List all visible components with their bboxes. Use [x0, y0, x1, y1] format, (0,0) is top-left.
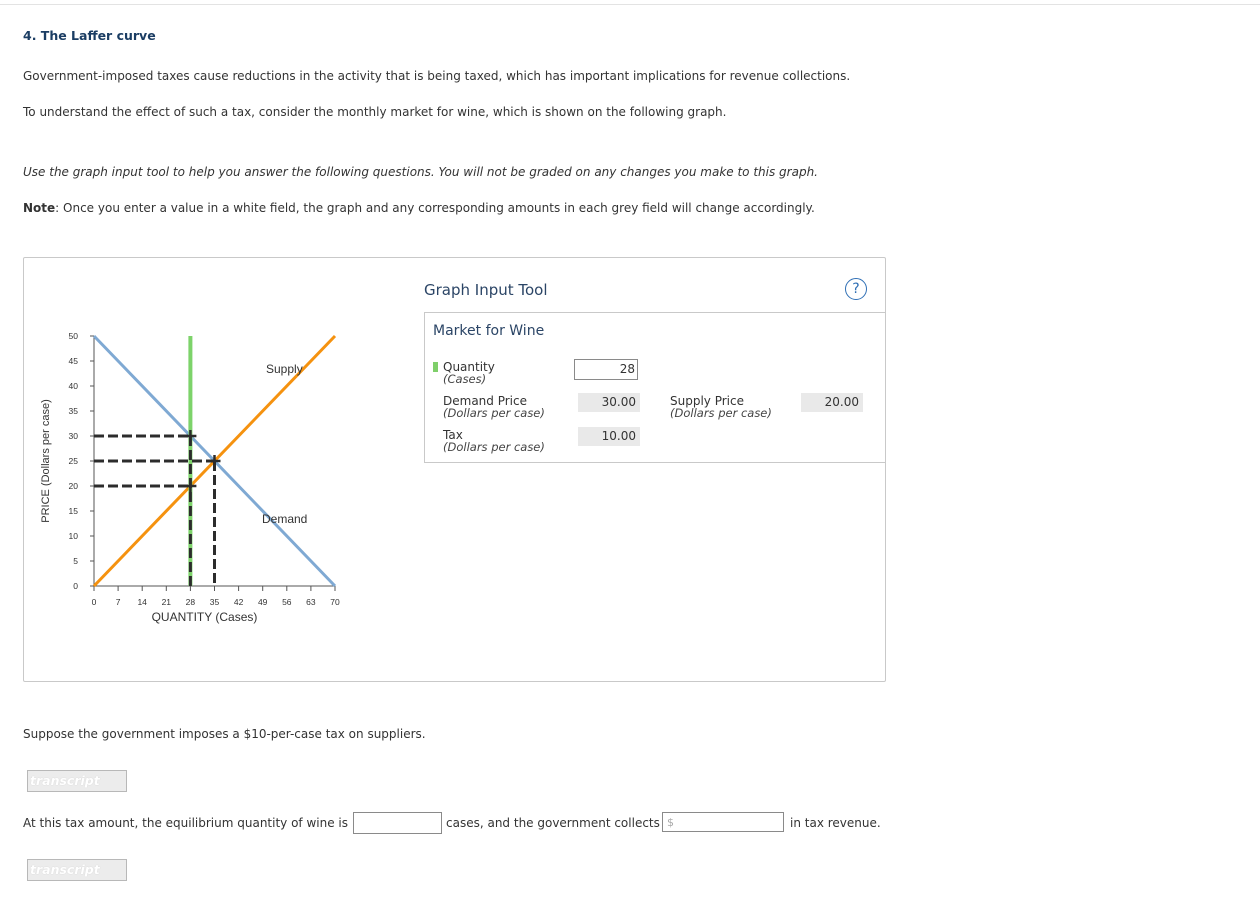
graph-input-tool-title: Graph Input Tool	[424, 281, 548, 299]
y-tick-label: 35	[68, 406, 78, 416]
supply-price-label-group	[670, 395, 772, 419]
transcript-button-1[interactable]: transcript	[27, 770, 127, 792]
supply-price-field: 20.00	[801, 393, 863, 412]
demand-price-field: 30.00	[578, 393, 640, 412]
x-tick-label: 63	[306, 597, 316, 607]
tax-label: Tax	[443, 428, 463, 442]
tax-field: 10.00	[578, 427, 640, 446]
note-label: Note	[23, 201, 56, 215]
graph-panel	[23, 257, 886, 682]
note-paragraph	[23, 201, 815, 215]
answer-middle-text: cases, and the government collects	[446, 816, 660, 830]
question-title: 4. The Laffer curve	[23, 28, 156, 43]
y-tick-label: 40	[68, 381, 78, 391]
y-tick-label: 25	[68, 456, 78, 466]
tax-label-group	[443, 429, 545, 453]
equilibrium-quantity-input[interactable]	[353, 812, 442, 834]
top-divider	[0, 4, 1260, 5]
x-axis-label: QUANTITY (Cases)	[151, 610, 258, 624]
quantity-label-group	[433, 361, 495, 385]
quantity-input[interactable]: 28	[574, 359, 638, 380]
supply-curve-label: Supply	[266, 362, 303, 376]
y-tick-label: 20	[68, 481, 78, 491]
demand-price-label: Demand Price	[443, 394, 527, 408]
x-tick-label: 21	[161, 597, 172, 607]
y-tick-label: 5	[73, 556, 78, 566]
market-title: Market for Wine	[433, 323, 545, 339]
x-tick-label: 7	[115, 597, 121, 607]
intro-paragraph-1: Government-imposed taxes cause reductions in the activity that is being taxed, which has important implications for revenue collections.	[23, 69, 851, 83]
y-tick-label: 30	[68, 431, 78, 441]
demand-price-label-group	[443, 395, 545, 419]
currency-symbol: $	[667, 816, 674, 829]
x-tick-label: 70	[330, 597, 340, 607]
market-graph[interactable]	[24, 258, 404, 658]
quantity-swatch	[433, 362, 438, 372]
note-text: : Once you enter a value in a white field, the graph and any corresponding amounts in each grey field will change accordingly.	[55, 201, 815, 215]
x-tick-label: 28	[185, 597, 196, 607]
y-tick-label: 45	[68, 356, 78, 366]
answer-suffix-text: in tax revenue.	[790, 816, 881, 830]
y-tick-label: 50	[68, 331, 78, 341]
x-tick-label: 42	[233, 597, 244, 607]
graph-input-tool-box	[424, 312, 886, 463]
x-tick-label: 35	[209, 597, 220, 607]
quantity-label: Quantity	[443, 360, 495, 374]
help-icon[interactable]: ?	[845, 278, 867, 300]
y-tick-label: 10	[68, 531, 78, 541]
tax-revenue-input[interactable]	[662, 812, 784, 832]
transcript-button-2[interactable]: transcript	[27, 859, 127, 881]
y-tick-label: 15	[68, 506, 78, 516]
graph-instructions: Use the graph input tool to help you answer the following questions. You will not be graded on any changes you make to this graph.	[23, 165, 818, 179]
tax-scenario-text: Suppose the government imposes a $10-per-case tax on suppliers.	[23, 727, 426, 741]
supply-price-label: Supply Price	[670, 394, 744, 408]
demand-price-unit: (Dollars per case)	[443, 406, 545, 420]
x-tick-label: 49	[257, 597, 268, 607]
intro-paragraph-2: To understand the effect of such a tax, consider the monthly market for wine, which is shown on the following graph.	[23, 105, 727, 119]
x-tick-label: 0	[91, 597, 97, 607]
x-tick-label: 56	[282, 597, 292, 607]
tax-unit: (Dollars per case)	[443, 440, 545, 454]
y-axis-label: PRICE (Dollars per case)	[40, 399, 52, 523]
answer-prefix-text: At this tax amount, the equilibrium quantity of wine is	[23, 816, 349, 830]
supply-price-unit: (Dollars per case)	[670, 406, 772, 420]
quantity-unit: (Cases)	[443, 372, 487, 386]
demand-curve-label: Demand	[262, 512, 308, 526]
x-tick-label: 14	[137, 597, 147, 607]
y-tick-label: 0	[73, 581, 78, 591]
